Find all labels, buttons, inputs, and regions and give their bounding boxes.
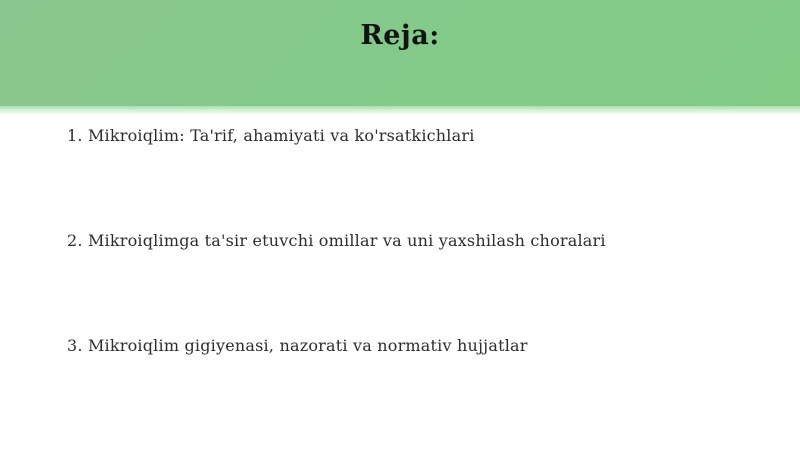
slide-body xyxy=(0,115,800,449)
slide-header-band xyxy=(0,0,800,106)
slide-title: Reja: xyxy=(360,20,440,51)
list-item-1: 1. Mikroiqlim: Ta'rif, ahamiyati va ko'rsatkichlari xyxy=(67,126,475,145)
list-item-3: 3. Mikroiqlim gigiyenasi, nazorati va normativ hujjatlar xyxy=(67,336,528,355)
list-item-2: 2. Mikroiqlimga ta'sir etuvchi omillar va uni yaxshilash choralari xyxy=(67,231,606,250)
header-bottom-fade xyxy=(0,106,800,115)
